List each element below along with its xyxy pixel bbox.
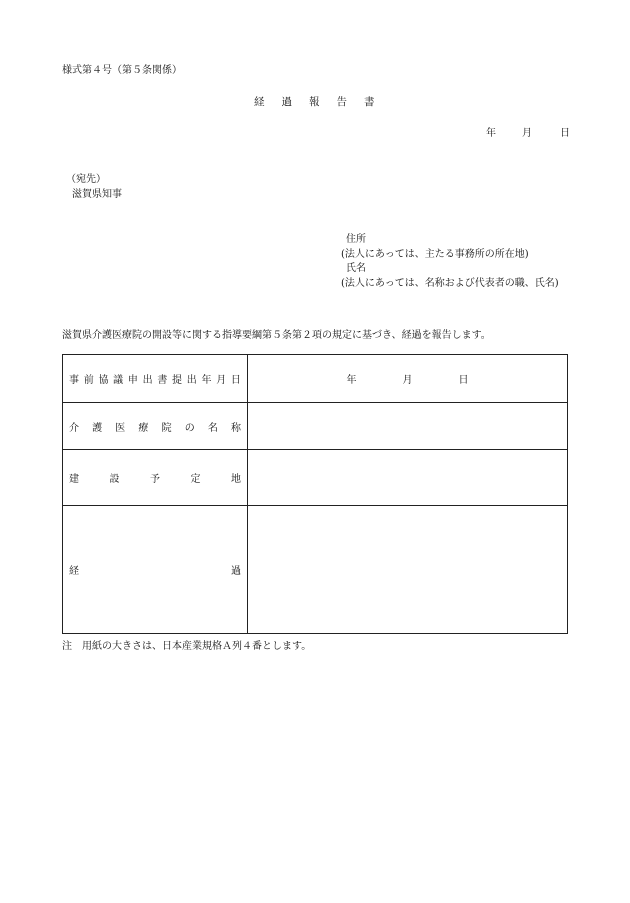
- label-char: 協: [98, 375, 109, 386]
- label-char: 医: [115, 422, 126, 434]
- label-char: 日: [230, 375, 241, 386]
- addressee-name: 滋賀県知事: [72, 189, 122, 200]
- label-char: 申: [127, 375, 138, 386]
- name-note: (法人にあっては、名称および代表者の職、氏名): [341, 277, 559, 289]
- address-label: 住所: [346, 234, 366, 245]
- row3-label: [69, 470, 241, 485]
- table-label-cell: [63, 506, 248, 634]
- table-value-cell[interactable]: [248, 450, 568, 506]
- label-char: 設: [109, 474, 120, 485]
- table-value-cell[interactable]: [248, 355, 568, 403]
- form-number: 様式第４号（第５条関係）: [62, 65, 182, 76]
- table-row: [63, 450, 568, 506]
- label-char: 年: [201, 375, 212, 386]
- label-char: 定: [190, 474, 201, 485]
- table-row: [63, 355, 568, 403]
- applicant-block: [341, 233, 559, 291]
- label-char: 議: [113, 375, 124, 386]
- row1-year-label: 年: [346, 375, 357, 386]
- table-label-cell: [63, 355, 248, 403]
- table-label-cell: [63, 403, 248, 450]
- label-char: 建: [69, 474, 79, 485]
- submission-date-line: [486, 124, 570, 139]
- row4-label: [69, 562, 241, 577]
- label-char: 介: [69, 422, 79, 434]
- table-value-cell[interactable]: [248, 506, 568, 634]
- table-row: [63, 506, 568, 634]
- address-note: (法人にあっては、主たる事務所の所在地): [341, 248, 529, 260]
- row1-label: [69, 371, 241, 386]
- label-char: の: [184, 422, 195, 434]
- label-char: 名: [207, 422, 218, 434]
- row1-month-label: 月: [402, 375, 413, 386]
- label-char: 経: [69, 566, 79, 577]
- label-char: 前: [83, 375, 94, 386]
- label-char: 提: [172, 375, 183, 386]
- label-char: 称: [230, 422, 241, 434]
- label-char: 地: [231, 474, 241, 485]
- report-table: [62, 354, 568, 634]
- row1-day-label: 日: [458, 375, 469, 386]
- label-char: 院: [161, 422, 172, 434]
- label-char: 出: [142, 375, 153, 386]
- label-char: 事: [69, 375, 79, 386]
- date-year-label: 年: [486, 128, 496, 139]
- date-day-label: 日: [560, 128, 570, 139]
- label-char: 療: [138, 422, 149, 434]
- row2-label: [69, 419, 241, 434]
- table-label-cell: [63, 450, 248, 506]
- name-label: 氏名: [346, 263, 366, 274]
- label-char: 書: [157, 375, 168, 386]
- label-char: 過: [231, 566, 241, 577]
- table-value-cell[interactable]: [248, 403, 568, 450]
- date-month-label: 月: [522, 128, 532, 139]
- intro-text: 滋賀県介護医療院の開設等に関する指導要綱第５条第２項の規定に基づき、経過を報告します。: [62, 330, 491, 341]
- document-title: 経過報告書: [254, 96, 392, 108]
- table-row: [63, 403, 568, 450]
- addressee-label: （宛先）: [66, 174, 106, 185]
- row1-date-value: [248, 371, 567, 386]
- label-char: 月: [216, 375, 227, 386]
- label-char: 出: [186, 375, 197, 386]
- label-char: 予: [150, 474, 160, 485]
- paper-size-note: 注 用紙の大きさは、日本産業規格Ａ列４番とします。: [62, 641, 312, 652]
- label-char: 護: [92, 422, 103, 434]
